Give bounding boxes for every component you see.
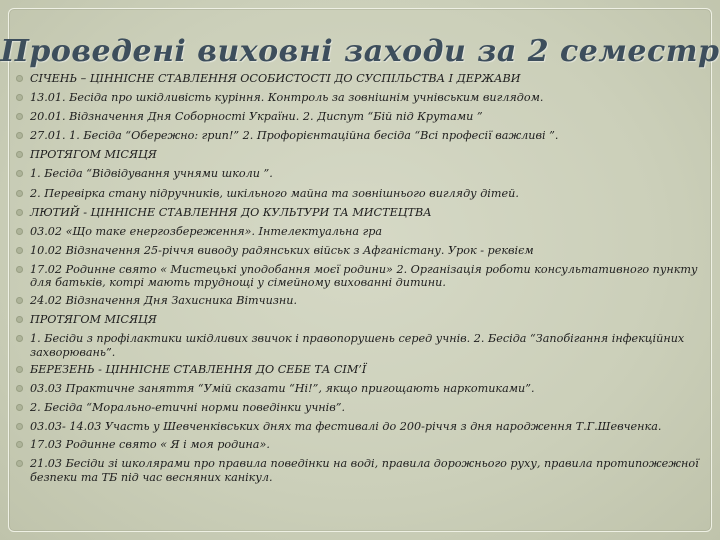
list-item-text: 20.01. Відзначення Дня Соборності України. 2. Диспут “Бій під Крутами ”: [30, 110, 483, 124]
list-item: [16, 294, 700, 308]
slide-title: Проведені виховні заходи за 2 семестр: [0, 34, 720, 69]
list-item: [16, 91, 700, 105]
bullet-icon: [16, 228, 23, 235]
list-item-text: ПРОТЯГОМ МІСЯЦЯ: [30, 148, 157, 162]
list-item-text: ЛЮТИЙ - ЦІННІСНЕ СТАВЛЕННЯ ДО КУЛЬТУРИ ТА МИСТЕЦТВА: [30, 205, 432, 219]
list-item-text: 13.01. Бесіда про шкідливість куріння. Контроль за зовнішнім учнівським виглядом.: [30, 91, 544, 105]
list-item: [16, 110, 700, 124]
list-item: [16, 72, 700, 86]
list-item-text: 1. Бесіди з профілактики шкідливих звичок і правопорушень серед учнів. 2. Бесіда “Запобігання інфекційних захворювань”.: [30, 332, 685, 359]
list-item-text: 24.02 Відзначення Дня Захисника Вітчизни.: [30, 293, 298, 307]
bullet-icon: [16, 94, 23, 101]
list-item-text: 03.03- 14.03 Участь у Шевченківських днях та фестивалі до 200-річчя з дня народження Т.Г.Шевченка.: [30, 420, 662, 434]
list-item-text: 21.03 Бесіди зі школярами про правила поведінки на воді, правила дорожнього руху, правила протипожежної безпеки та ТБ під час весняних канікул.: [30, 457, 699, 484]
list-item: [16, 313, 700, 327]
list-item-text: 27.01. 1. Бесіда “Обережно: грип!” 2. Профорієнтаційна бесіда “Всі професії важливі ”.: [30, 129, 559, 143]
list-item: [16, 225, 700, 239]
list-item: [16, 263, 700, 290]
bullet-icon: [16, 441, 23, 448]
bullet-icon: [16, 366, 23, 373]
list-item: [16, 420, 700, 434]
bullet-icon: [16, 335, 23, 342]
bullet-icon: [16, 404, 23, 411]
list-item-text: 03.02 «Що таке енергозбереження». Інтелектуальна гра: [30, 224, 383, 238]
list-item: [16, 206, 700, 220]
list-item-text: 2. Бесіда “Морально-етичні норми поведінки учнів”.: [30, 401, 346, 415]
slide-content: [16, 72, 700, 488]
list-item-text: СІЧЕНЬ – ЦІННІСНЕ СТАВЛЕННЯ ОСОБИСТОСТІ ДО СУСПІЛЬСТВА І ДЕРЖАВИ: [30, 72, 521, 85]
list-item: [16, 382, 700, 396]
list-item-text: 03.03 Практичне заняття “Умій сказати “Ні!”, якщо пригощають наркотиками”.: [30, 382, 535, 396]
list-item: [16, 244, 700, 258]
list-item-text: 10.02 Відзначення 25-річчя виводу радянських військ з Афганістану. Урок - реквієм: [30, 243, 534, 257]
list-item: [16, 438, 700, 452]
bullet-icon: [16, 132, 23, 139]
bullet-icon: [16, 297, 23, 304]
list-item: [16, 457, 700, 484]
bullet-icon: [16, 316, 23, 323]
list-item-text: 17.03 Родинне свято « Я і моя родина».: [30, 437, 270, 451]
list-item-text: БЕРЕЗЕНЬ - ЦІННІСНЕ СТАВЛЕННЯ ДО СЕБЕ ТА СІМ’Ї: [30, 363, 367, 377]
bullet-icon: [16, 113, 23, 120]
list-item: [16, 187, 700, 201]
bullet-icon: [16, 247, 23, 254]
list-item: [16, 363, 700, 377]
bullet-icon: [16, 209, 23, 216]
list-item-text: 17.02 Родинне свято « Мистецькі уподобання моєї родини» 2. Організація роботи консультативного пункту для батьків, котрі мають труднощі у сімейному вихованні дитини.: [30, 262, 698, 290]
bullet-icon: [16, 423, 23, 430]
bullet-icon: [16, 190, 23, 197]
bullet-icon: [16, 460, 23, 467]
bullet-icon: [16, 75, 23, 82]
list-item-text: 2. Перевірка стану підручників, шкільного майна та зовнішнього вигляду дітей.: [30, 186, 519, 200]
list-item: [16, 332, 700, 359]
list-item: [16, 148, 700, 162]
list-item-text: ПРОТЯГОМ МІСЯЦЯ: [30, 313, 157, 327]
bullet-icon: [16, 266, 23, 273]
list-item: [16, 167, 700, 181]
bullet-icon: [16, 385, 23, 392]
bullet-icon: [16, 151, 23, 158]
list-item: [16, 129, 700, 143]
bullet-icon: [16, 170, 23, 177]
list-item-text: 1. Бесіда “Відвідування учнями школи ”.: [30, 167, 273, 181]
list-item: [16, 401, 700, 415]
